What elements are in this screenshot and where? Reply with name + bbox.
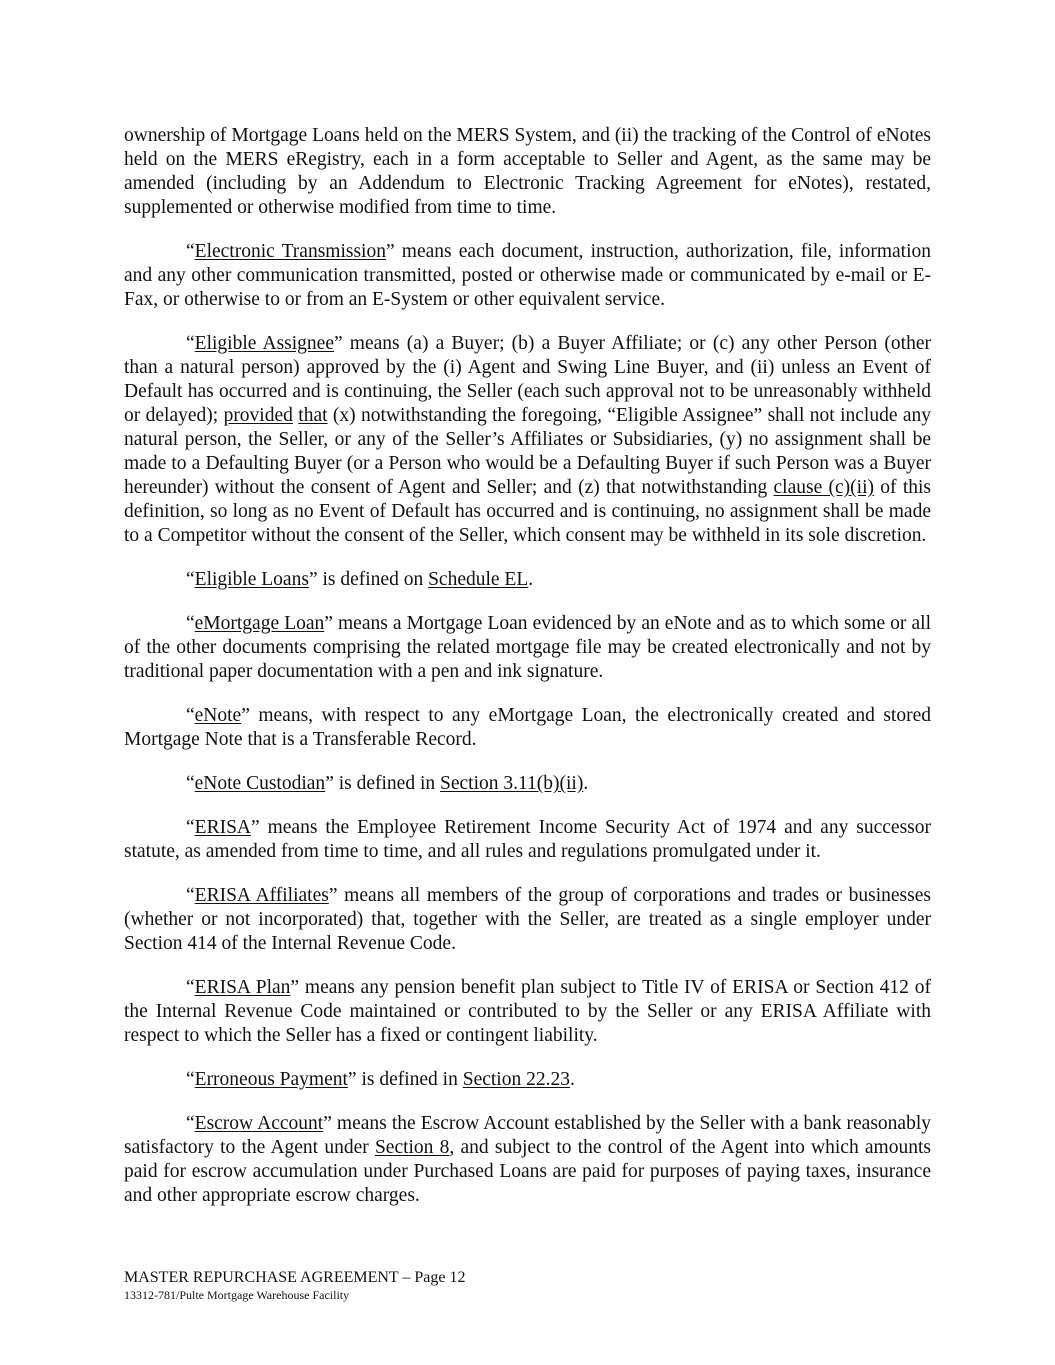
defined-term: Escrow Account [194,1113,324,1134]
paragraph-text: ” is defined in [325,773,440,794]
paragraph-text: ” is defined in [347,1069,463,1090]
definition-paragraph [124,884,931,956]
paragraph-text: ” is defined on [308,569,429,590]
defined-term: Eligible Assignee [194,333,334,354]
defined-term: ERISA [194,817,251,838]
paragraph-text: (x) notwithstanding the foregoing, “Eligible Assignee” shall not include any natural person, the Seller, or any of the Seller’s Affiliates or Subsidiaries, (y) no assignment shall be made to a Defaulting Buyer (or a Person who would be a Defaulting Buyer if such Person was a Buyer hereunder) without the consent of Agent and Seller; and (z) that notwithstanding [124,405,932,498]
paragraph-text: “ [186,613,195,634]
paragraph-text: “ [186,1113,195,1134]
paragraph-text: “ [186,1069,195,1090]
definition-paragraph [124,240,931,312]
paragraph-text: “ [186,885,195,906]
definition-paragraph [124,568,931,592]
definition-paragraph [124,772,931,796]
defined-term: Section 22.23 [462,1069,570,1090]
paragraph-text: ownership of Mortgage Loans held on the MERS System, and (ii) the tracking of the Control of eNotes held on the MERS eRegistry, each in a form acceptable to Seller and Agent, as the same may be amended (including by an Addendum to Electronic Tracking Agreement for eNotes), restated, supplemented or otherwise modified from time to time. [124,125,931,218]
definition-paragraph [124,1112,931,1208]
page-footer [124,1268,466,1303]
paragraph-text: ” means the Employee Retirement Income Security Act of 1974 and any successor statute, as amended from time to time, and all rules and regulations promulgated under it. [124,817,931,862]
definition-paragraph [124,332,931,548]
defined-term: provided [223,405,293,426]
paragraph-text: “ [186,241,195,262]
definition-paragraph [124,816,931,864]
paragraph-text: ” means (a) a Buyer; (b) a Buyer Affiliate; or (c) any other Person (other than a natural person) approved by the (i) Agent and Swing Line Buyer, and (ii) unless an Event of Default has occurred and is continuing, the Seller (each such approval not to be unreasonably withheld or delayed); [124,333,931,426]
paragraph-text: . [569,1069,575,1090]
footer-title: MASTER REPURCHASE AGREEMENT – Page 12 [124,1269,466,1286]
defined-term: ERISA Affiliates [194,885,329,906]
paragraph-text: ” means all members of the group of corporations and trades or businesses (whether or not incorporated) that, together with the Seller, are treated as a single employer under Section 414 of the Internal Revenue Code. [124,885,931,954]
defined-term: Eligible Loans [194,569,309,590]
paragraph-text: ” means, with respect to any eMortgage Loan, the electronically created and stored Mortgage Note that is a Transferable Record. [124,705,931,750]
defined-term: ERISA Plan [194,977,291,998]
defined-term: Schedule EL [428,569,529,590]
paragraph-text: ” means a Mortgage Loan evidenced by an eNote and as to which some or all of the other documents comprising the related mortgage file may be created electronically and not by traditional paper documentation with a pen and ink signature. [124,613,931,682]
definition-paragraph [124,704,931,752]
defined-term: that [298,405,328,426]
paragraph-text: “ [186,705,195,726]
paragraph-text: . [583,773,589,794]
paragraph-text: “ [186,817,195,838]
paragraph-text: of this definition, so long as no Event of Default has occurred and is continuing, no assignment shall be made to a Competitor without the consent of the Seller, which consent may be withheld in its sole discretion. [124,477,932,546]
defined-term: clause (c)(ii) [773,477,874,498]
defined-term: Section 8 [374,1137,450,1158]
defined-term: Section 3.11(b)(ii) [440,773,584,794]
defined-term: eNote [194,705,242,726]
paragraph-text: , and subject to the control of the Agent into which amounts paid for escrow accumulation under Purchased Loans are paid for purposes of paying taxes, insurance and other appropriate escrow charges. [124,1137,931,1206]
definition-paragraph [124,612,931,684]
paragraph-text: “ [186,977,195,998]
definition-paragraph [124,976,931,1048]
definition-paragraph [124,1068,931,1092]
continuation-paragraph [124,124,931,220]
paragraph-text: ” means any pension benefit plan subject to Title IV of ERISA or Section 412 of the Internal Revenue Code maintained or contributed to by the Seller or any ERISA Affiliate with respect to which the Seller has a fixed or contingent liability. [124,977,931,1046]
defined-term: Electronic Transmission [194,241,386,262]
paragraph-text: . [528,569,534,590]
paragraph-text: “ [186,569,195,590]
defined-term: eNote Custodian [194,773,326,794]
paragraph-text: “ [186,333,195,354]
paragraph-text: “ [186,773,195,794]
defined-term: eMortgage Loan [194,613,325,634]
defined-term: Erroneous Payment [194,1069,348,1090]
footer-reference: 13312-781/Pulte Mortgage Warehouse Facility [124,1288,350,1302]
document-body [124,124,931,1228]
paragraph-text: ” means the Escrow Account established by the Seller with a bank reasonably satisfactory to the Agent under [124,1113,932,1158]
paragraph-text: ” means each document, instruction, authorization, file, information and any other communication transmitted, posted or otherwise made or communicated by e-mail or E-Fax, or otherwise to or from an E-System or other equivalent service. [124,241,931,310]
